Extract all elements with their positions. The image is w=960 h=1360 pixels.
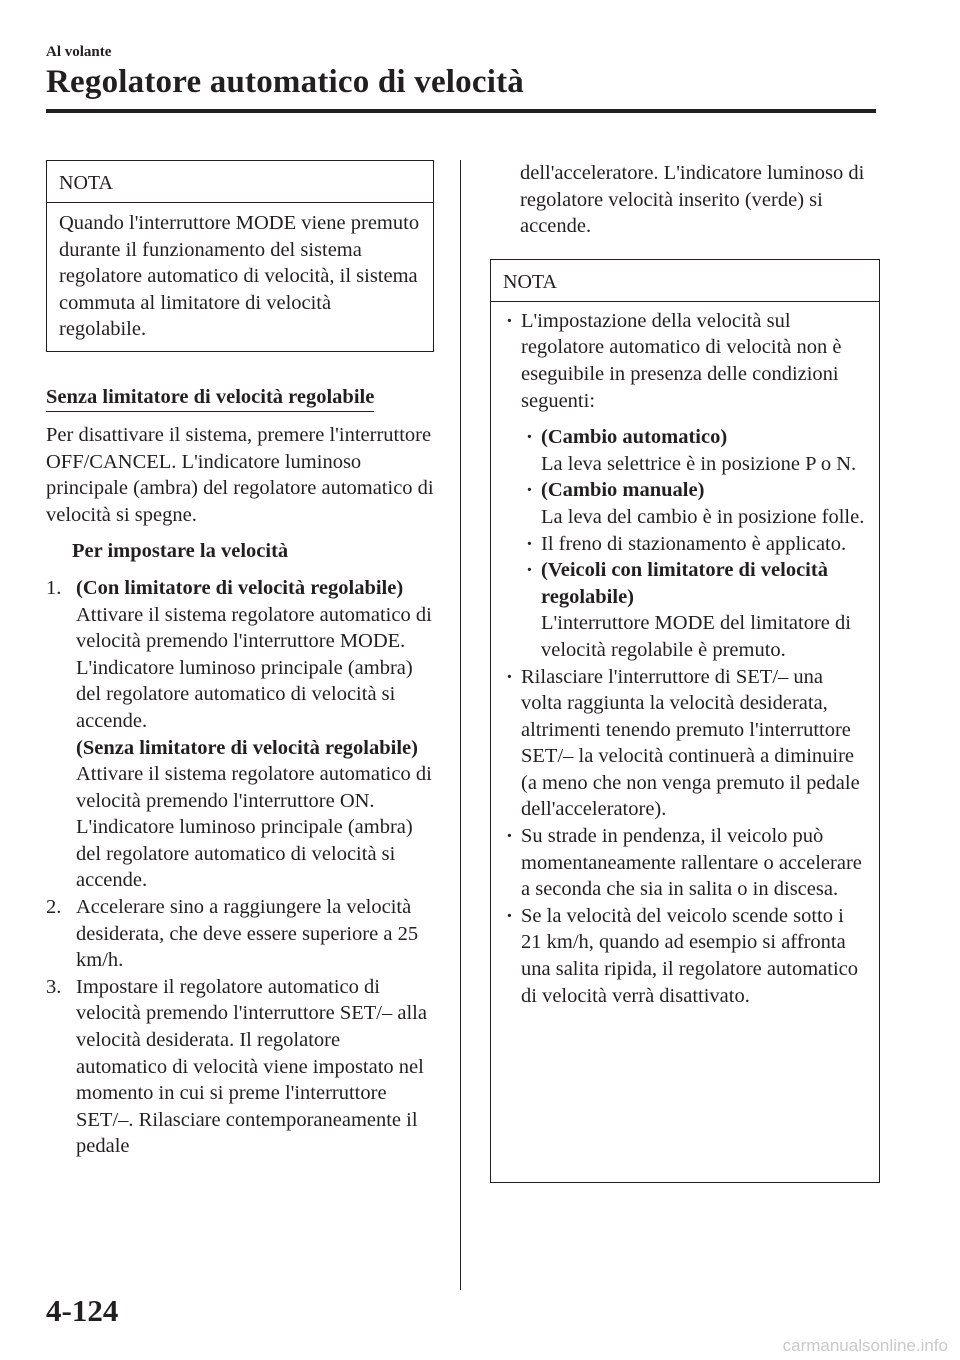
note-sub-bullet: [491, 557, 869, 663]
note-label: NOTA: [491, 260, 879, 302]
page-title: Regolatore automatico di velocità: [46, 64, 524, 100]
condition-label: · (Cambio automatico): [541, 426, 728, 449]
section-text: Per disattivare il sistema, premere l'interruttore OFF/CANCEL. L'indicatore luminoso principale (ambra) del regolatore automatico di velocità si spegne.: [46, 423, 434, 526]
step-condition: (Senza limitatore di velocità regolabile): [76, 736, 418, 759]
continued-text: dell'acceleratore. L'indicatore luminoso di regolatore velocità inserito (verde) si accende.: [520, 162, 865, 238]
note-bullet: · L'impostazione della velocità sul regolatore automatico di velocità non è eseguibile in presenza delle condizioni seguenti:: [491, 308, 869, 414]
step-2: [46, 894, 434, 974]
steps-list: [46, 575, 434, 1160]
note-sub-bullet: [491, 531, 869, 558]
title-rule: [46, 109, 876, 113]
left-column: [46, 160, 434, 1160]
condition-label: · (Cambio manuale): [541, 479, 705, 502]
step-text: Accelerare sino a raggiungere la velocità desiderata, che deve essere superiore a 25 km/h.: [76, 896, 419, 972]
condition-text: · Il freno di stazionamento è applicato.: [541, 532, 847, 555]
note-text: Quando l'interruttore MODE viene premuto durante il funzionamento del sistema regolatore automatico di velocità, il sistema commuta al limitatore di velocità regolabile.: [59, 212, 420, 341]
condition-text: L'interruttore MODE del limitatore di velocità regolabile è premuto.: [541, 612, 851, 661]
note-bullet: · Su strade in pendenza, il veicolo può momentaneamente rallentare o accelerare a seconda che sia in salita o in discesa.: [491, 823, 869, 903]
step-text: Attivare il sistema regolatore automatico di velocità premendo l'interruttore ON. L'indicatore luminoso principale (ambra) del regolatore automatico di velocità si accende.: [76, 763, 432, 892]
condition-text: La leva selettrice è in posizione P o N.: [541, 452, 857, 475]
note-bullet: · Rilasciare l'interruttore di SET/– una volta raggiunta la velocità desiderata, altrimenti tenendo premuto l'interruttore SET/– la velocità continuerà a diminuire (a meno che non venga premuto il pedale dell'acceleratore).: [491, 664, 869, 824]
section-heading: Senza limitatore di velocità regolabile: [46, 385, 374, 412]
watermark: carmanualsonline.info: [782, 1336, 948, 1355]
note-box: [46, 160, 434, 352]
step-number: 2.: [46, 896, 62, 919]
step-text: Impostare il regolatore automatico di velocità premendo l'interruttore SET/– alla velocità desiderata. Il regolatore automatico di velocità viene impostato nel momento in cui si preme l'interruttore SET/–. Rilasciare contemporaneamente il pedale: [76, 975, 427, 1158]
step-number: 3.: [46, 975, 62, 998]
note-label: NOTA: [47, 161, 433, 203]
sub-heading: Per impostare la velocità: [72, 540, 289, 563]
condition-label: · (Veicoli con limitatore di velocità regolabile): [541, 559, 828, 608]
right-column: [490, 160, 880, 1183]
note-bullet: · Se la velocità del veicolo scende sotto i 21 km/h, quando ad esempio si affronta una salita ripida, il regolatore automatico di velocità verrà disattivato.: [491, 903, 869, 1009]
note-sub-bullet: [491, 477, 869, 530]
step-condition: (Con limitatore di velocità regolabile): [76, 576, 404, 599]
column-divider: [460, 160, 461, 1290]
step-3: [46, 974, 434, 1160]
page-number: 4-124: [46, 1293, 119, 1328]
note-body: [491, 302, 879, 1009]
step-text: Attivare il sistema regolatore automatico di velocità premendo l'interruttore MODE. L'indicatore luminoso principale (ambra) del regolatore automatico di velocità si accende.: [76, 603, 432, 732]
breadcrumb: Al volante: [46, 44, 112, 60]
note-box: [490, 259, 880, 1183]
step-number: 1.: [46, 576, 62, 599]
condition-text: La leva del cambio è in posizione folle.: [541, 505, 865, 528]
step-1: [46, 575, 434, 894]
note-sub-bullet: [491, 424, 869, 477]
